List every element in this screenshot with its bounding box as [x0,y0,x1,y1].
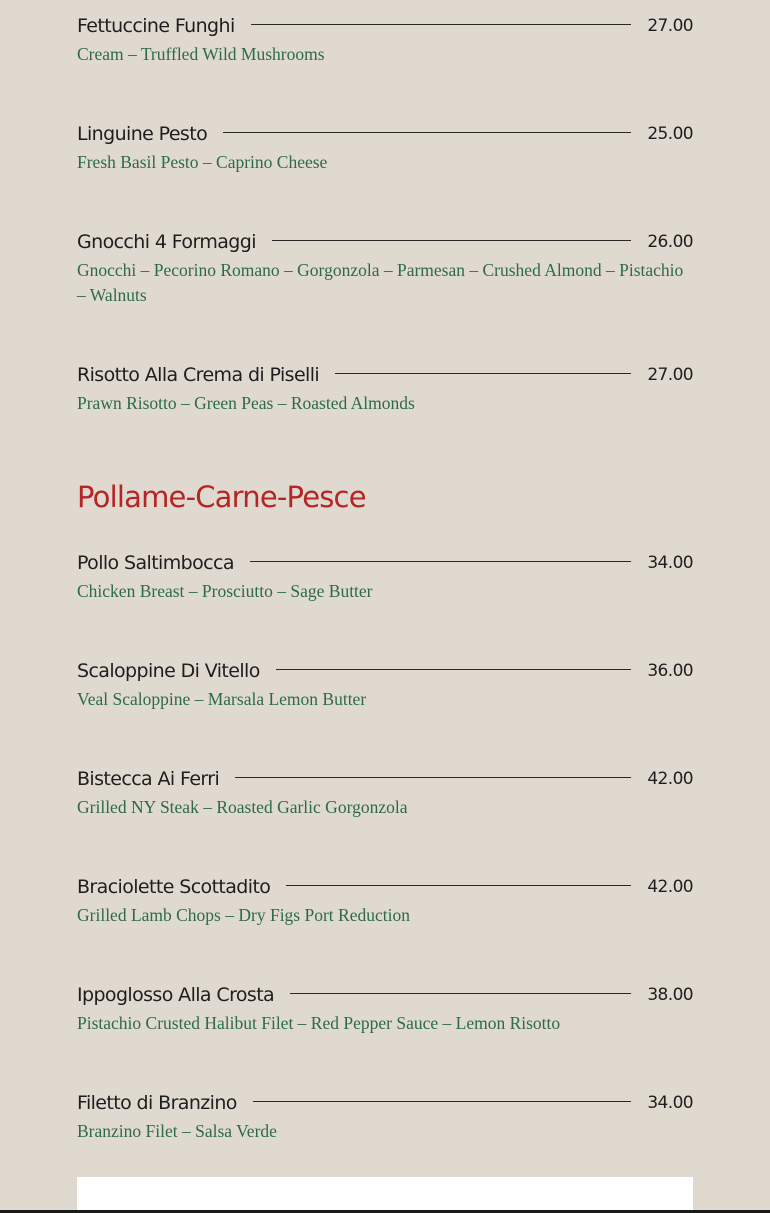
item-name: Fettuccine Funghi [77,15,235,37]
item-name: Risotto Alla Crema di Piselli [77,364,320,386]
section-title: Pollame-Carne-Pesce [77,480,366,514]
menu-item [77,227,693,308]
item-price: 42.00 [647,769,693,789]
item-name: Ippoglosso Alla Crosta [77,984,275,1006]
menu-item [77,980,693,1036]
menu-item [77,656,693,712]
menu-item [77,11,693,67]
item-price: 34.00 [647,553,693,573]
item-name: Scaloppine Di Vitello [77,660,260,682]
item-description: Branzino Filet – Salsa Verde [77,1121,277,1141]
item-name: Braciolette Scottadito [77,876,271,898]
item-description: Gnocchi – Pecorino Romano – Gorgonzola – Parmesan – Crushed Almond – Pistachio – Walnuts [77,260,684,305]
leader-line [235,777,631,778]
item-name: Bistecca Ai Ferri [77,768,220,790]
leader-line [286,885,631,886]
item-description: Pistachio Crusted Halibut Filet – Red Pepper Sauce – Lemon Risotto [77,1013,561,1033]
content-box [77,1177,693,1213]
menu-item [77,360,693,416]
item-price: 27.00 [647,16,693,36]
leader-line [250,561,631,562]
menu-item [77,548,693,604]
item-name: Gnocchi 4 Formaggi [77,231,256,253]
item-price: 27.00 [647,365,693,385]
item-description: Grilled Lamb Chops – Dry Figs Port Reduction [77,905,410,925]
item-description: Chicken Breast – Prosciutto – Sage Butter [77,581,373,601]
menu-item [77,872,693,928]
leader-line [290,993,631,994]
menu-item [77,119,693,175]
leader-line [253,1101,632,1102]
item-description: Grilled NY Steak – Roasted Garlic Gorgonzola [77,797,408,817]
leader-line [223,132,631,133]
item-price: 42.00 [647,877,693,897]
leader-line [335,373,631,374]
item-description: Prawn Risotto – Green Peas – Roasted Almonds [77,393,415,413]
menu-item [77,1088,693,1144]
item-price: 34.00 [647,1093,693,1113]
item-price: 25.00 [647,124,693,144]
item-price: 36.00 [647,661,693,681]
leader-line [272,240,631,241]
item-name: Filetto di Branzino [77,1092,237,1114]
item-description: Fresh Basil Pesto – Caprino Cheese [77,152,328,172]
item-name: Linguine Pesto [77,123,208,145]
item-description: Cream – Truffled Wild Mushrooms [77,44,325,64]
leader-line [251,24,632,25]
leader-line [276,669,632,670]
item-price: 38.00 [647,985,693,1005]
menu-item [77,764,693,820]
item-description: Veal Scaloppine – Marsala Lemon Butter [77,689,367,709]
item-name: Pollo Saltimbocca [77,552,234,574]
item-price: 26.00 [647,232,693,252]
